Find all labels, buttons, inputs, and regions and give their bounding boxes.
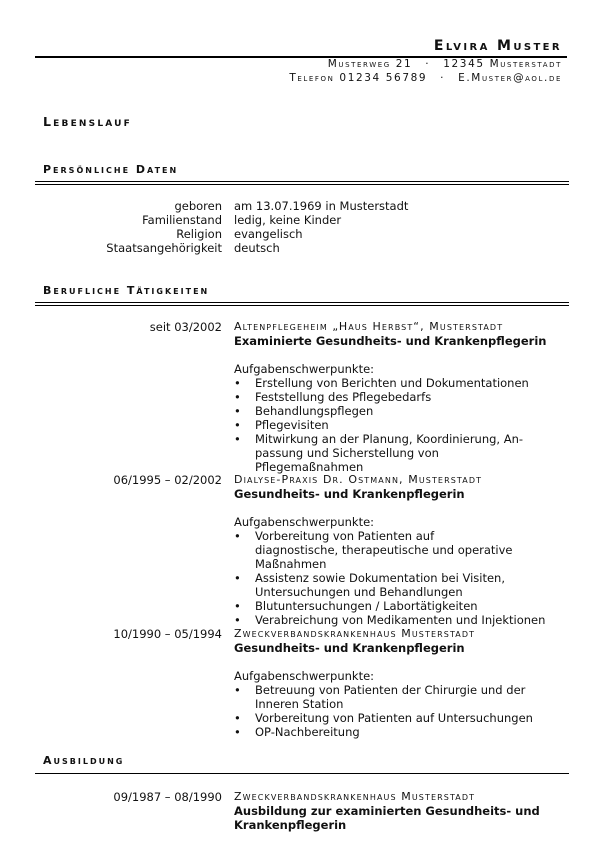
entry-employer: Dialyse-Praxis Dr. Ostmann, Musterstadt <box>234 473 483 486</box>
entry-date: seit 03/2002 <box>149 320 222 334</box>
address-line <box>328 58 562 70</box>
contact-line <box>289 72 562 84</box>
entry-body <box>234 790 564 832</box>
personal-label: Familienstand <box>142 213 222 227</box>
list-item: • Feststellung des Pflegebedarfs <box>234 390 564 404</box>
entry-role: Ausbildung zur examinierten Gesundheits- und Krankenpflegerin <box>234 804 540 832</box>
list-item: • Verabreichung von Medikamenten und Injektionen <box>234 613 564 627</box>
list-item: • Vorbereitung von Patienten auf diagnostische, therapeutische und operative Maßnahmen <box>234 529 520 571</box>
entry-body <box>234 473 564 627</box>
list-item: • Pflegevisiten <box>234 418 564 432</box>
personal-row <box>0 213 600 227</box>
street: Musterweg 21 <box>327 58 413 70</box>
section-divider <box>35 181 569 185</box>
section-divider <box>35 302 569 306</box>
entry-institution: Zweckverbandskrankenhaus Musterstadt <box>234 790 476 803</box>
list-item: • Assistenz sowie Dokumentation bei Visiten, Untersuchungen und Behandlungen <box>234 571 520 599</box>
personal-label: Religion <box>176 227 222 241</box>
separator-dot: · <box>425 58 431 70</box>
entry-body <box>234 320 564 474</box>
entry-body <box>234 627 564 739</box>
task-list <box>234 683 564 739</box>
personal-value: ledig, keine Kinder <box>234 213 342 227</box>
phone: Telefon 01234 56789 <box>289 72 428 84</box>
email-link[interactable]: E.Muster@aol.de <box>458 72 562 84</box>
tasks-label: Aufgabenschwerpunkte: <box>234 515 375 529</box>
entry-date: 09/1987 – 08/1990 <box>113 790 222 804</box>
entry-employer: Altenpflegeheim „Haus Herbst“, Musterstadt <box>234 320 504 333</box>
tasks-label: Aufgabenschwerpunkte: <box>234 362 375 376</box>
entry-date: 06/1995 – 02/2002 <box>113 473 222 487</box>
personal-label: geboren <box>174 199 222 213</box>
personal-value: evangelisch <box>234 227 303 241</box>
city: 12345 Musterstadt <box>443 58 562 70</box>
entry-role: Gesundheits- und Krankenpflegerin <box>234 641 465 655</box>
entry-role: Examinierte Gesundheits- und Krankenpflegerin <box>234 334 547 348</box>
list-item: • Behandlungspflegen <box>234 404 564 418</box>
personal-row <box>0 241 600 255</box>
document-title: Lebenslauf <box>43 114 133 129</box>
list-item: • Erstellung von Berichten und Dokumentationen <box>234 376 564 390</box>
list-item: • Mitwirkung an der Planung, Koordinierung, An-passung und Sicherstellung von Pflegemaßnahmen <box>234 432 530 474</box>
separator-dot: · <box>440 72 446 84</box>
personal-value: deutsch <box>234 241 280 255</box>
entry-date: 10/1990 – 05/1994 <box>113 627 222 641</box>
personal-label: Staatsangehörigkeit <box>106 241 222 255</box>
task-list <box>234 529 564 627</box>
list-item: • Betreuung von Patienten der Chirurgie und der Inneren Station <box>234 683 530 711</box>
list-item: • OP-Nachbereitung <box>234 725 564 739</box>
entry-role: Gesundheits- und Krankenpflegerin <box>234 487 465 501</box>
list-item: • Vorbereitung von Patienten auf Untersuchungen <box>234 711 564 725</box>
task-list <box>234 376 564 474</box>
applicant-name: Elvira Muster <box>433 38 562 54</box>
personal-row <box>0 199 600 213</box>
section-title-education: Ausbildung <box>43 754 125 767</box>
entry-employer: Zweckverbandskrankenhaus Musterstadt <box>234 627 476 640</box>
list-item: • Blutuntersuchungen / Labortätigkeiten <box>234 599 564 613</box>
section-title-personal: Persönliche Daten <box>43 163 179 176</box>
section-divider <box>35 773 569 774</box>
section-title-work: Berufliche Tätigkeiten <box>43 284 210 297</box>
personal-value: am 13.07.1969 in Musterstadt <box>234 199 409 213</box>
tasks-label: Aufgabenschwerpunkte: <box>234 669 375 683</box>
personal-row <box>0 227 600 241</box>
